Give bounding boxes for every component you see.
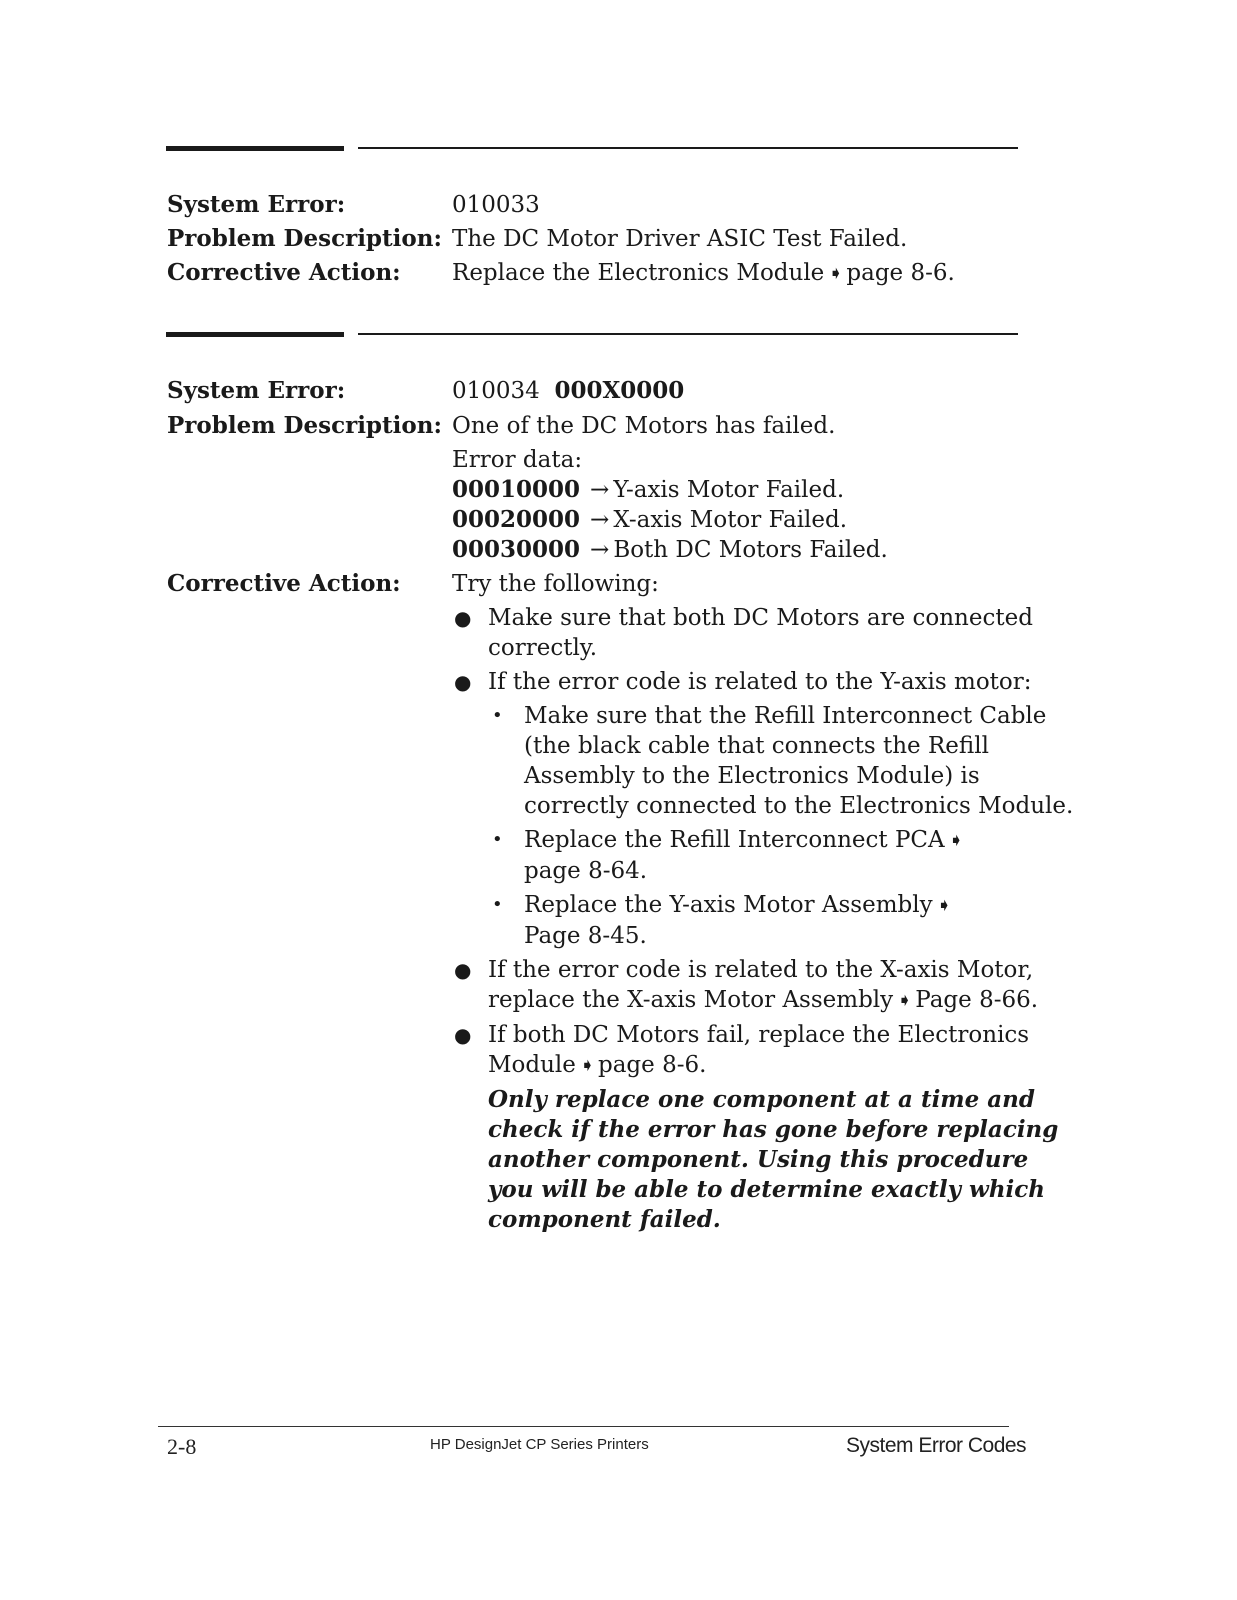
error-data-meaning: Y-axis Motor Failed. [613, 477, 845, 503]
rule-thick [166, 332, 344, 337]
bullet-icon: ● [454, 606, 472, 630]
list-item-text: Replace the Refill Interconnect PCA [524, 827, 945, 853]
page-reference-link[interactable]: Page 8-66. [915, 987, 1039, 1013]
pointer-icon: ➧ [579, 1055, 595, 1076]
list-item-text: Make sure that the Refill Interconnect Cable [524, 703, 1047, 729]
rule-thin [358, 147, 1018, 149]
corrective-action-value [452, 569, 1074, 1235]
note-text: another component. Using this procedure [488, 1146, 1029, 1173]
list-item-text: Assembly to the Electronics Module) is [524, 763, 980, 789]
system-error-value [452, 376, 1027, 406]
system-error-code: 010034 [452, 378, 540, 404]
page-reference-link[interactable]: page 8-6. [598, 1052, 707, 1078]
note-text: check if the error has gone before replacing [488, 1116, 1059, 1143]
bullet-icon: ● [454, 670, 472, 694]
rule-thin [358, 333, 1018, 335]
corrective-action-row [167, 258, 1027, 289]
footer-rule [158, 1426, 1009, 1427]
error-data-meaning: Both DC Motors Failed. [613, 537, 888, 563]
system-error-value: 010033 [452, 192, 540, 218]
problem-description-label: Problem Description: [167, 225, 442, 252]
arrow-right-icon: → [590, 507, 610, 533]
problem-description-label: Problem Description: [167, 412, 442, 439]
procedure-note [452, 1085, 1059, 1235]
pointer-icon: ➧ [897, 990, 913, 1011]
list-item-text: replace the X-axis Motor Assembly [488, 987, 894, 1013]
list-item-text: If the error code is related to the Y-axis motor: [488, 669, 1032, 695]
pointer-icon: ➧ [948, 830, 964, 851]
action-intro: Try the following: [452, 571, 659, 597]
pointer-icon: ➧ [828, 263, 844, 284]
problem-description-row [167, 411, 1027, 565]
list-item-text: Module [488, 1052, 576, 1078]
bullet-icon: ● [454, 958, 472, 982]
action-text: Replace the Electronics Module [452, 260, 825, 286]
page-reference-link[interactable]: page 8-6. [846, 260, 955, 286]
rule-thick [166, 146, 344, 151]
pointer-icon: ➧ [936, 895, 952, 916]
error-data-item [452, 535, 1027, 565]
error-entry-010033 [167, 190, 1027, 289]
problem-description-row [167, 224, 1027, 254]
list-item-text: correctly. [488, 635, 598, 661]
list-item-text: Make sure that both DC Motors are connected [488, 605, 1033, 631]
corrective-action-value [452, 258, 1027, 289]
error-entry-010034 [167, 376, 1074, 1235]
note-text: component failed. [488, 1206, 721, 1233]
corrective-action-label: Corrective Action: [167, 259, 401, 286]
system-error-row [167, 190, 1027, 220]
action-list [452, 603, 1074, 1081]
sub-list-item [488, 701, 1074, 821]
list-item-text: If both DC Motors fail, replace the Electronics [488, 1022, 1030, 1048]
list-item-text [524, 890, 1027, 921]
system-error-data: 000X0000 [554, 377, 685, 404]
problem-text: One of the DC Motors has failed. [452, 413, 836, 439]
system-error-row [167, 376, 1027, 406]
corrective-action-label: Corrective Action: [167, 570, 401, 597]
bullet-icon: ● [454, 1023, 472, 1047]
error-data-label: Error data: [452, 447, 583, 473]
note-text: you will be able to determine exactly which [488, 1176, 1046, 1203]
list-item-text: Replace the Y-axis Motor Assembly [524, 892, 933, 918]
page-reference-link[interactable]: Page 8-45. [524, 923, 647, 949]
error-data-item [452, 505, 1027, 535]
error-data-meaning: X-axis Motor Failed. [613, 507, 848, 533]
page-reference-link[interactable]: page 8-64. [524, 858, 648, 884]
list-item [452, 1020, 1030, 1081]
book-title: HP DesignJet CP Series Printers [430, 1436, 649, 1453]
list-item [452, 667, 1074, 951]
system-error-label: System Error: [167, 191, 346, 218]
list-item [452, 603, 1033, 663]
note-text: Only replace one component at a time and [488, 1086, 1035, 1113]
sub-bullet-icon: • [492, 705, 503, 726]
list-item-text [488, 1050, 1027, 1081]
error-data-code: 00020000 [452, 506, 581, 533]
corrective-action-row [167, 569, 1074, 1235]
list-item-text [524, 825, 1027, 856]
section-title: System Error Codes [846, 1434, 1027, 1457]
list-item-text [488, 985, 1039, 1016]
sub-list-item [488, 825, 1027, 886]
list-item-text: correctly connected to the Electronics Module. [524, 793, 1074, 819]
page-number: 2-8 [167, 1434, 197, 1459]
error-data-code: 00010000 [452, 476, 581, 503]
system-error-label: System Error: [167, 377, 346, 404]
list-item [452, 955, 1039, 1016]
sub-bullet-icon: • [492, 829, 503, 850]
sub-bullet-icon: • [492, 894, 503, 915]
problem-description-value: The DC Motor Driver ASIC Test Failed. [452, 226, 908, 252]
arrow-right-icon: → [590, 537, 610, 563]
sub-list-item [488, 890, 1027, 951]
problem-description-value [452, 411, 1027, 565]
sub-list [488, 701, 1074, 951]
error-data-code: 00030000 [452, 536, 581, 563]
list-item-text: (the black cable that connects the Refill [524, 733, 989, 759]
list-item-text: If the error code is related to the X-axis Motor, [488, 957, 1034, 983]
arrow-right-icon: → [590, 477, 610, 503]
error-data-item [452, 475, 1027, 505]
